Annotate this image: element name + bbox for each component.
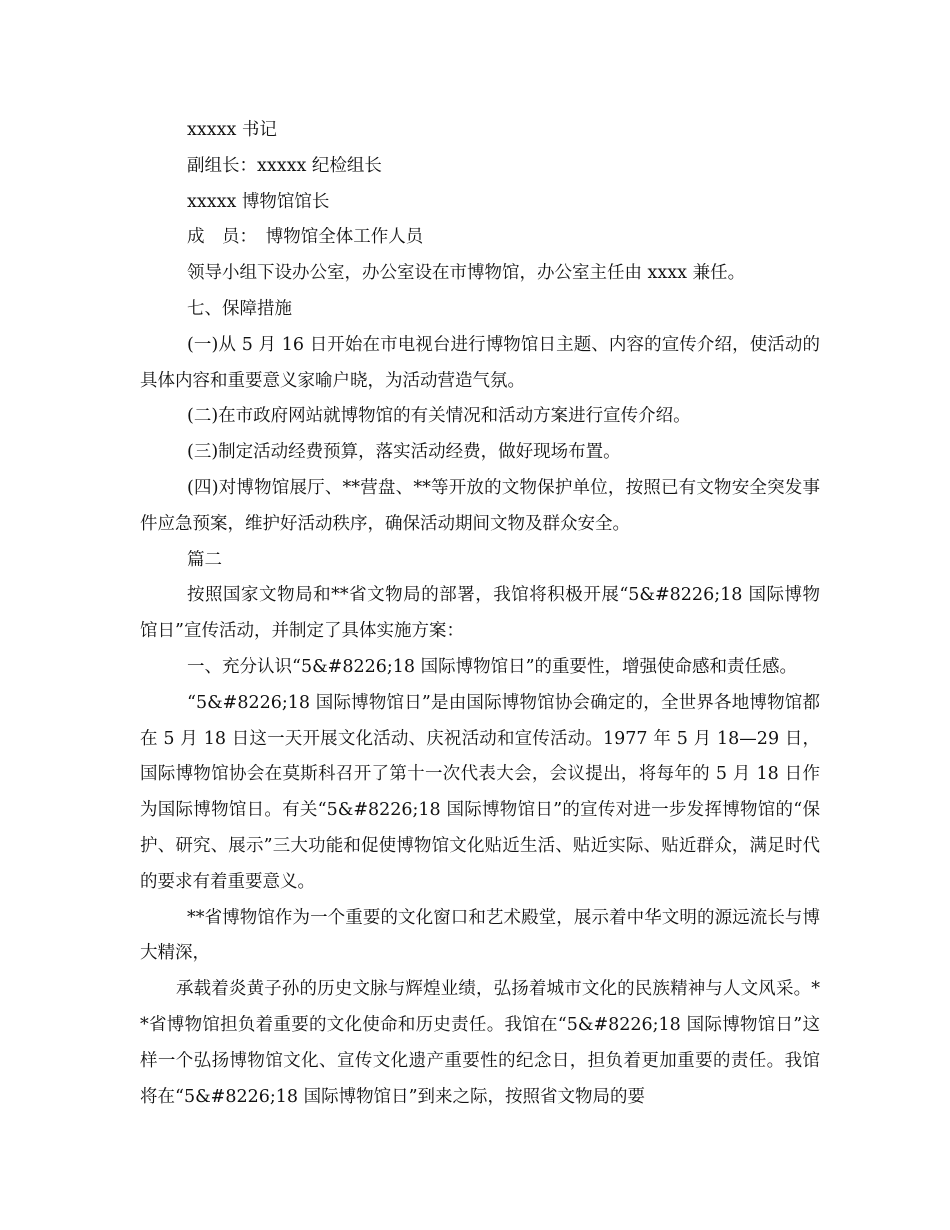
leader-line-secretary: xxxxx 书记 [187, 120, 277, 140]
document-body [140, 113, 820, 1115]
section-heading-safeguards: 七、保障措施 [187, 298, 292, 319]
measure-paragraph-2: (二)在市政府网站就博物馆的有关情况和活动方案进行宣传介绍。 [187, 406, 691, 427]
deputy-leader-line: 副组长：xxxxx 纪检组长 [187, 155, 382, 176]
museum-director-line: xxxxx 博物馆馆长 [187, 191, 330, 212]
provincial-museum-paragraph: **省博物馆作为一个重要的文化窗口和艺术殿堂，展示着中华文明的源远流长与博大精深， [140, 907, 820, 964]
measure-paragraph-4: (四)对博物馆展厅、**营盘、**等开放的文物保护单位，按照已有文物安全突发事件应急预案，维护好活动秩序，确保活动期间文物及群众安全。 [140, 477, 820, 534]
measure-paragraph-3: (三)制定活动经费预算，落实活动经费，做好现场布置。 [187, 442, 621, 463]
office-paragraph: 领导小组下设办公室，办公室设在市博物馆，办公室主任由 xxxx 兼任。 [187, 263, 746, 284]
measure-paragraph-1: (一)从 5 月 16 日开始在市电视台进行博物馆日主题、内容的宣传介绍，使活动的具体内容和重要意义家喻户晓，为活动营造气氛。 [140, 334, 820, 391]
intro-paragraph: 按照国家文物局和**省文物局的部署，我馆将积极开展“5&#8226;18 国际博物馆日”宣传活动，并制定了具体实施方案： [140, 585, 820, 642]
part-two-heading: 篇二 [187, 549, 222, 570]
museum-day-history-paragraph: “5&#8226;18 国际博物馆日”是由国际博物馆协会确定的，全世界各地博物馆都在 5 月 18 日这一天开展文化活动、庆祝活动和宣传活动。1977 年 5 月 18—29 日，国际博物馆协会在莫斯科召开了第十一次代表大会，会议提出，将每年的 5 月 18 日作为国际博物馆日。有关“5&#8226;18 国际博物馆日”的宣传对进一步发挥博物馆的“保护、研究、展示”三大功能和促使博物馆文化贴近生活、贴近实际、贴近群众，满足时代的要求有着重要意义。 [140, 692, 820, 892]
responsibility-paragraph: 承载着炎黄子孙的历史文脉与辉煌业绩，弘扬着城市文化的民族精神与人文风采。**省博物馆担负着重要的文化使命和历史责任。我馆在“5&#8226;18 国际博物馆日”这样一个弘扬博物馆文化、宣传文化遗产重要性的纪念日，担负着更加重要的责任。我馆将在“5&#8226;18 国际博物馆日”到来之际，按照省文物局的要 [140, 979, 820, 1107]
members-line: 成 员： 博物馆全体工作人员 [187, 227, 424, 248]
section-heading-awareness: 一、充分认识“5&#8226;18 国际博物馆日”的重要性，增强使命感和责任感。 [187, 656, 798, 677]
